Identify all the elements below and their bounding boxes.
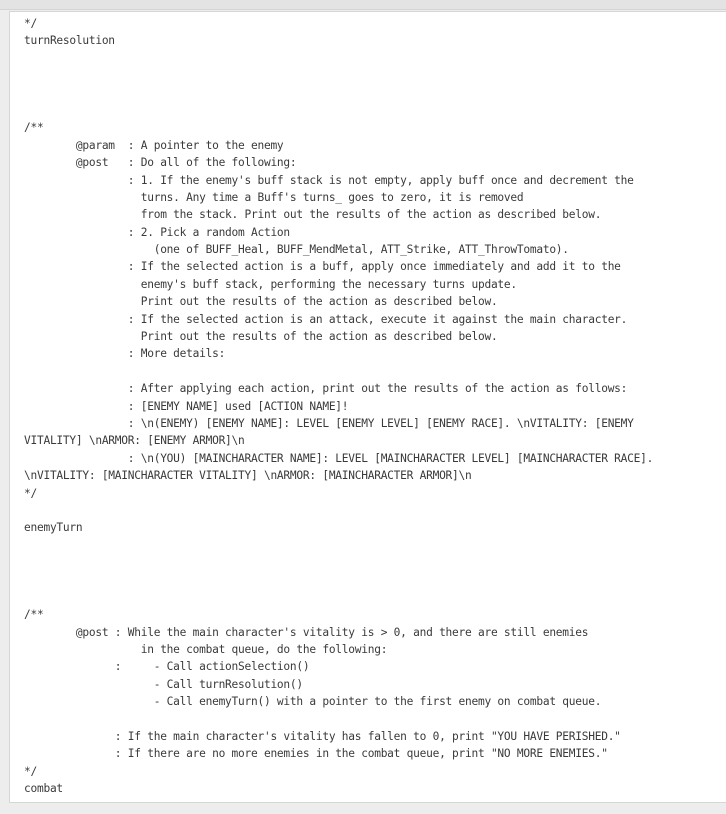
code-line bbox=[24, 572, 653, 589]
code-line: : - Call actionSelection() bbox=[24, 660, 310, 674]
code-line: : \n(YOU) [MAINCHARACTER NAME]: LEVEL [MAINCHARACTER LEVEL] [MAINCHARACTER RACE]. bbox=[24, 451, 654, 465]
code-line: */ bbox=[24, 17, 37, 30]
code-text-block bbox=[24, 15, 653, 798]
code-line bbox=[24, 589, 653, 606]
code-line: /** bbox=[24, 121, 44, 135]
code-line: enemyTurn bbox=[24, 521, 83, 535]
code-line: : \n(ENEMY) [ENEMY NAME]: LEVEL [ENEMY LEVEL] [ENEMY RACE]. \nVITALITY: [ENEMY bbox=[24, 416, 634, 430]
code-line: in the combat queue, do the following: bbox=[24, 643, 388, 657]
code-line: from the stack. Print out the results of the action as described below. bbox=[24, 208, 602, 222]
code-line: Print out the results of the action as described below. bbox=[24, 330, 498, 344]
code-line: /** bbox=[24, 608, 44, 622]
code-line: */ bbox=[24, 486, 37, 500]
code-line: - Call enemyTurn() with a pointer to the first enemy on combat queue. bbox=[24, 695, 602, 709]
code-line: @post : While the main character's vitality is > 0, and there are still enemies bbox=[24, 625, 589, 639]
code-document-panel bbox=[9, 11, 726, 803]
code-line: : [ENEMY NAME] used [ACTION NAME]! bbox=[24, 399, 349, 413]
code-line: : If the main character's vitality has fallen to 0, print "YOU HAVE PERISHED." bbox=[24, 730, 621, 744]
top-toolbar-strip bbox=[0, 0, 726, 10]
code-line: @param : A pointer to the enemy bbox=[24, 138, 284, 152]
code-line: : If the selected action is a buff, apply once immediately and add it to the bbox=[24, 260, 621, 274]
code-line bbox=[24, 67, 653, 84]
code-line: : If there are no more enemies in the combat queue, print "NO MORE ENEMIES." bbox=[24, 747, 608, 761]
code-line: */ bbox=[24, 764, 37, 778]
code-line: Print out the results of the action as described below. bbox=[24, 295, 498, 309]
code-line: \nVITALITY: [MAINCHARACTER VITALITY] \nARMOR: [MAINCHARACTER ARMOR]\n bbox=[24, 469, 472, 483]
code-line: turnResolution bbox=[24, 34, 115, 48]
code-line: - Call turnResolution() bbox=[24, 677, 303, 691]
code-line bbox=[24, 502, 653, 519]
code-line: : More details: bbox=[24, 347, 226, 361]
code-line: : 2. Pick a random Action bbox=[24, 225, 290, 239]
code-line bbox=[24, 85, 653, 102]
code-line: @post : Do all of the following: bbox=[24, 156, 297, 170]
code-line: turns. Any time a Buff's turns_ goes to zero, it is removed bbox=[24, 190, 524, 204]
code-line: combat bbox=[24, 782, 63, 796]
code-line bbox=[24, 537, 653, 554]
code-line: VITALITY] \nARMOR: [ENEMY ARMOR]\n bbox=[24, 434, 245, 448]
code-line: : After applying each action, print out the results of the action as follows: bbox=[24, 382, 628, 396]
code-line: : If the selected action is an attack, execute it against the main character. bbox=[24, 312, 628, 326]
code-line bbox=[24, 554, 653, 571]
code-line bbox=[24, 50, 653, 67]
code-line bbox=[24, 102, 653, 119]
code-line: (one of BUFF_Heal, BUFF_MendMetal, ATT_Strike, ATT_ThrowTomato). bbox=[24, 243, 569, 257]
code-line bbox=[24, 363, 653, 380]
code-line bbox=[24, 711, 653, 728]
code-line: enemy's buff stack, performing the necessary turns update. bbox=[24, 277, 517, 291]
code-line: : 1. If the enemy's buff stack is not empty, apply buff once and decrement the bbox=[24, 173, 634, 187]
